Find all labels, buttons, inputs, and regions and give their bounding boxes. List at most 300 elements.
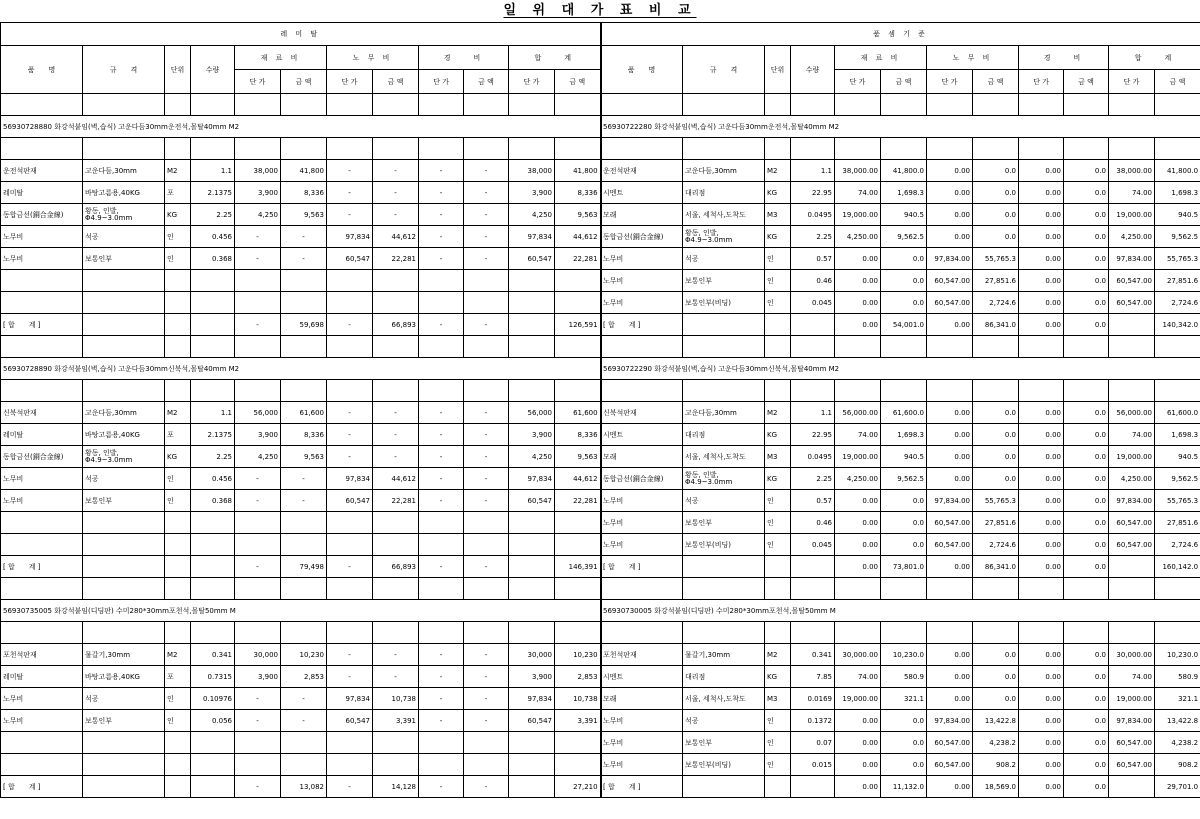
unit-cell (165, 270, 191, 292)
labor-unit-price: 0.00 (927, 182, 973, 204)
labor-unit-price: 97,834.00 (927, 710, 973, 732)
labor-amount: 22,281 (373, 490, 419, 512)
spec-cell (83, 314, 165, 336)
total-unit-price (1109, 336, 1155, 358)
material-amount: 59,698 (281, 314, 327, 336)
material-amount: 73,801.0 (881, 556, 927, 578)
labor-amount: 0.0 (973, 688, 1019, 710)
unit-cell: M2 (765, 644, 791, 666)
qty-cell: 0.0495 (791, 446, 835, 468)
total-amount: 29,701.0 (1155, 776, 1200, 798)
empty-cell (83, 380, 165, 402)
material-unit-price (235, 336, 281, 358)
total-unit-price (1109, 556, 1155, 578)
material-unit-price: 74.00 (835, 182, 881, 204)
table-row (1, 292, 601, 314)
blank-row (1, 622, 601, 644)
expense-unit-price (419, 270, 464, 292)
empty-cell (373, 94, 419, 116)
material-unit-price (235, 754, 281, 776)
item-cell: 운전석판재 (601, 160, 683, 182)
item-cell (601, 578, 683, 600)
material-amount: 1,698.3 (881, 424, 927, 446)
item-cell: 노무비 (1, 710, 83, 732)
empty-cell (1064, 380, 1109, 402)
total-unit-price (509, 534, 555, 556)
material-amount: - (281, 688, 327, 710)
empty-cell (881, 138, 927, 160)
qty-cell: 22.95 (791, 182, 835, 204)
material-unit-price: 38,000 (235, 160, 281, 182)
labor-amount: - (373, 402, 419, 424)
unit-cell: KG (165, 446, 191, 468)
total-amount: 4,238.2 (1155, 732, 1200, 754)
material-unit-price: 19,000.00 (835, 446, 881, 468)
item-cell: 시멘트 (601, 182, 683, 204)
group-header: 재 료 비 (835, 46, 927, 70)
material-unit-price: 0.00 (835, 776, 881, 798)
item-cell: 노무비 (601, 710, 683, 732)
empty-cell (509, 380, 555, 402)
table-row (601, 336, 1200, 358)
empty-cell (791, 622, 835, 644)
panel-right (600, 22, 1200, 818)
labor-unit-price: 0.00 (927, 644, 973, 666)
material-unit-price (235, 270, 281, 292)
expense-unit-price: - (419, 776, 464, 798)
qty-cell (191, 512, 235, 534)
total-amount: 10,230.0 (1155, 644, 1200, 666)
expense-unit-price: 0.00 (1019, 314, 1064, 336)
unit-cell: 인 (165, 710, 191, 732)
total-unit-price: 4,250.00 (1109, 226, 1155, 248)
unit-price-header: 단 가 (1109, 70, 1155, 94)
group-header: 경 비 (419, 46, 509, 70)
empty-cell (165, 138, 191, 160)
empty-cell (281, 138, 327, 160)
table-row (601, 534, 1200, 556)
spec-cell (683, 776, 765, 798)
empty-cell (1019, 380, 1064, 402)
unit-cell (165, 578, 191, 600)
table-row (1, 402, 601, 424)
expense-unit-price: - (419, 424, 464, 446)
material-unit-price: - (235, 710, 281, 732)
spec-cell: 보통인부 (83, 490, 165, 512)
labor-unit-price: 60,547.00 (927, 754, 973, 776)
expense-amount: 0.0 (1064, 644, 1109, 666)
qty-cell: 0.456 (191, 226, 235, 248)
total-unit-price: 74.00 (1109, 424, 1155, 446)
unit-price-header: 단 가 (327, 70, 373, 94)
empty-cell (1, 380, 83, 402)
total-unit-price: 97,834.00 (1109, 248, 1155, 270)
empty-cell (464, 94, 509, 116)
spec-cell: 석공 (83, 226, 165, 248)
labor-amount: - (373, 160, 419, 182)
material-amount: - (281, 226, 327, 248)
unit-cell: 인 (765, 248, 791, 270)
item-cell: [ 합 계 ] (1, 776, 83, 798)
unit-cell: 인 (765, 710, 791, 732)
qty-cell: 0.07 (791, 732, 835, 754)
expense-amount (464, 534, 509, 556)
qty-cell: 0.341 (791, 644, 835, 666)
total-unit-price (509, 336, 555, 358)
item-cell: 노무비 (1, 490, 83, 512)
labor-amount (373, 578, 419, 600)
qty-cell: 0.46 (791, 270, 835, 292)
material-unit-price: 3,900 (235, 666, 281, 688)
spec-cell: 고운다듬,30mm (683, 160, 765, 182)
total-unit-price: 30,000.00 (1109, 644, 1155, 666)
empty-cell (419, 622, 464, 644)
blank-row (601, 380, 1200, 402)
material-amount: 940.5 (881, 446, 927, 468)
labor-amount: 13,422.8 (973, 710, 1019, 732)
unit-cell: 인 (765, 754, 791, 776)
item-cell: 노무비 (601, 248, 683, 270)
empty-cell (835, 622, 881, 644)
material-amount: - (281, 710, 327, 732)
total-unit-price (509, 578, 555, 600)
material-unit-price: - (235, 688, 281, 710)
labor-amount: 27,851.6 (973, 270, 1019, 292)
material-unit-price: 3,900 (235, 424, 281, 446)
expense-unit-price: - (419, 666, 464, 688)
labor-unit-price (927, 578, 973, 600)
material-amount (281, 578, 327, 600)
item-cell: 노무비 (601, 292, 683, 314)
section-code: 56930728890 화강석붙임(벽,습식) 고운다듬30mm신북석,몰탈40mm M2 (1, 358, 601, 380)
spec-cell: 보통인부 (83, 710, 165, 732)
labor-unit-price: - (327, 446, 373, 468)
section-code: 56930730005 화강석붙임(디딤판) 수미280*30mm포천석,몰탈50mm M (601, 600, 1200, 622)
empty-cell (765, 622, 791, 644)
expense-unit-price: 0.00 (1019, 270, 1064, 292)
spec-cell: 서울, 세척사,도착도 (683, 446, 765, 468)
unit-cell (165, 336, 191, 358)
spec-cell: 황동, 인발, Φ4.9~3.0mm (683, 468, 765, 490)
material-amount (281, 292, 327, 314)
expense-unit-price: - (419, 644, 464, 666)
item-cell: 운전석판재 (1, 160, 83, 182)
qty-cell: 0.0495 (791, 204, 835, 226)
item-cell: 노무비 (601, 754, 683, 776)
blank-row (1, 138, 601, 160)
total-unit-price: 60,547.00 (1109, 534, 1155, 556)
total-amount: 10,738 (555, 688, 601, 710)
material-unit-price: 74.00 (835, 666, 881, 688)
unit-cell: 인 (765, 490, 791, 512)
material-amount: 0.0 (881, 512, 927, 534)
labor-amount: 18,569.0 (973, 776, 1019, 798)
item-cell (1, 512, 83, 534)
item-cell: [ 합 계 ] (601, 776, 683, 798)
total-unit-price: 97,834 (509, 688, 555, 710)
labor-amount: 0.0 (973, 446, 1019, 468)
spec-cell: 대리점 (683, 182, 765, 204)
material-amount (281, 754, 327, 776)
expense-unit-price: - (419, 688, 464, 710)
material-amount: 8,336 (281, 424, 327, 446)
spec-cell: 고운다듬,30mm (683, 402, 765, 424)
unit-cell: 인 (165, 688, 191, 710)
material-unit-price (235, 578, 281, 600)
empty-cell (1109, 138, 1155, 160)
amount-header: 금 액 (973, 70, 1019, 94)
material-amount (281, 732, 327, 754)
total-unit-price (509, 314, 555, 336)
table-row (1, 182, 601, 204)
empty-cell (973, 380, 1019, 402)
labor-unit-price: 97,834 (327, 226, 373, 248)
qty-cell (791, 314, 835, 336)
labor-amount: 44,612 (373, 226, 419, 248)
table-row (1, 248, 601, 270)
labor-amount: 55,765.3 (973, 490, 1019, 512)
spec-cell: 석공 (683, 710, 765, 732)
expense-amount: 0.0 (1064, 292, 1109, 314)
qty-cell: 0.46 (791, 512, 835, 534)
table-row (601, 204, 1200, 226)
labor-unit-price (327, 292, 373, 314)
empty-cell (683, 622, 765, 644)
labor-unit-price: 97,834 (327, 468, 373, 490)
qty-cell: 1.1 (191, 402, 235, 424)
item-cell: [ 합 계 ] (1, 556, 83, 578)
total-unit-price: 60,547 (509, 248, 555, 270)
item-cell: 동합금선(銅合金線) (1, 204, 83, 226)
item-cell: 레미탈 (1, 666, 83, 688)
material-unit-price: 56,000.00 (835, 402, 881, 424)
expense-unit-price: - (419, 204, 464, 226)
labor-amount: 0.0 (973, 424, 1019, 446)
empty-cell (464, 622, 509, 644)
unit-cell: M2 (765, 160, 791, 182)
expense-unit-price: 0.00 (1019, 666, 1064, 688)
total-row (1, 556, 601, 578)
unit-cell (165, 732, 191, 754)
unit-cell: 인 (165, 248, 191, 270)
total-amount: 61,600 (555, 402, 601, 424)
material-unit-price (235, 512, 281, 534)
spec-cell: 석공 (83, 688, 165, 710)
qty-cell: 0.341 (191, 644, 235, 666)
section-header-row (601, 358, 1200, 380)
qty-cell: 2.25 (791, 226, 835, 248)
total-amount: 940.5 (1155, 446, 1200, 468)
qty-cell: 0.015 (791, 754, 835, 776)
labor-unit-price: - (327, 644, 373, 666)
empty-cell (791, 94, 835, 116)
labor-amount (973, 578, 1019, 600)
expense-amount: - (464, 182, 509, 204)
labor-unit-price: - (327, 314, 373, 336)
material-amount (281, 336, 327, 358)
expense-unit-price (419, 512, 464, 534)
spec-cell (83, 534, 165, 556)
table-row (601, 578, 1200, 600)
item-cell: 시멘트 (601, 424, 683, 446)
qty-cell (191, 270, 235, 292)
empty-cell (881, 380, 927, 402)
material-unit-price: 0.00 (835, 248, 881, 270)
expense-unit-price (419, 578, 464, 600)
empty-cell (165, 380, 191, 402)
expense-amount: - (464, 226, 509, 248)
spec-cell: 보통인부 (683, 512, 765, 534)
item-cell: 신북석판재 (601, 402, 683, 424)
material-amount: 0.0 (881, 270, 927, 292)
empty-cell (327, 94, 373, 116)
labor-amount: 0.0 (973, 468, 1019, 490)
blank-row (601, 138, 1200, 160)
unit-cell: KG (765, 468, 791, 490)
qty-cell (791, 578, 835, 600)
empty-cell (373, 622, 419, 644)
spec-cell (83, 336, 165, 358)
labor-amount: 2,724.6 (973, 292, 1019, 314)
empty-cell (165, 94, 191, 116)
item-cell: 노무비 (1, 468, 83, 490)
empty-cell (555, 138, 601, 160)
amount-header: 금 액 (1064, 70, 1109, 94)
expense-amount (464, 270, 509, 292)
panel-left (0, 22, 600, 818)
qty-cell: 0.456 (191, 468, 235, 490)
material-unit-price: 4,250 (235, 446, 281, 468)
item-cell: 노무비 (601, 534, 683, 556)
labor-amount: 0.0 (973, 182, 1019, 204)
material-amount (281, 534, 327, 556)
qty-cell: 0.7315 (191, 666, 235, 688)
qty-cell: 1.1 (791, 402, 835, 424)
table-row (601, 490, 1200, 512)
empty-cell (765, 138, 791, 160)
material-amount: 0.0 (881, 732, 927, 754)
material-unit-price: 0.00 (835, 490, 881, 512)
material-amount: - (281, 490, 327, 512)
expense-unit-price (1019, 336, 1064, 358)
material-unit-price (235, 732, 281, 754)
empty-cell (1, 138, 83, 160)
material-amount: 0.0 (881, 490, 927, 512)
unit-cell (765, 578, 791, 600)
material-amount: 61,600.0 (881, 402, 927, 424)
material-unit-price: 4,250.00 (835, 226, 881, 248)
total-amount: 22,281 (555, 248, 601, 270)
expense-unit-price (419, 292, 464, 314)
empty-cell (601, 380, 683, 402)
table-row (601, 666, 1200, 688)
material-unit-price: 4,250 (235, 204, 281, 226)
section-header-row (1, 116, 601, 138)
qty-cell (191, 578, 235, 600)
empty-cell (373, 138, 419, 160)
section-header-row (601, 600, 1200, 622)
labor-unit-price: - (327, 776, 373, 798)
total-unit-price (509, 270, 555, 292)
labor-unit-price: 0.00 (927, 776, 973, 798)
panel-heading: 품 셈 기 준 (601, 23, 1200, 46)
table-row (1, 160, 601, 182)
labor-unit-price: 60,547.00 (927, 534, 973, 556)
total-amount: 3,391 (555, 710, 601, 732)
material-amount: 79,498 (281, 556, 327, 578)
table-row (1, 336, 601, 358)
table-row (601, 248, 1200, 270)
total-amount: 140,342.0 (1155, 314, 1200, 336)
total-row (601, 556, 1200, 578)
spec-cell (683, 578, 765, 600)
expense-amount: - (464, 666, 509, 688)
expense-unit-price (1019, 578, 1064, 600)
item-cell: 노무비 (601, 512, 683, 534)
labor-amount: 0.0 (973, 226, 1019, 248)
table-row (601, 424, 1200, 446)
labor-unit-price: 0.00 (927, 204, 973, 226)
empty-cell (683, 380, 765, 402)
spec-cell (83, 292, 165, 314)
item-cell (1, 754, 83, 776)
total-unit-price (1109, 578, 1155, 600)
total-amount: 580.9 (1155, 666, 1200, 688)
expense-unit-price: 0.00 (1019, 204, 1064, 226)
expense-unit-price (419, 754, 464, 776)
material-amount (281, 270, 327, 292)
qty-cell: 0.368 (191, 490, 235, 512)
expense-unit-price: 0.00 (1019, 468, 1064, 490)
material-unit-price: 4,250.00 (835, 468, 881, 490)
material-unit-price: - (235, 776, 281, 798)
total-unit-price: 60,547 (509, 710, 555, 732)
expense-unit-price: 0.00 (1019, 446, 1064, 468)
expense-amount (464, 732, 509, 754)
qty-cell (191, 754, 235, 776)
total-unit-price: 4,250.00 (1109, 468, 1155, 490)
table-row (1, 534, 601, 556)
total-amount (555, 732, 601, 754)
estimate-table-left (0, 22, 602, 798)
table-row (1, 666, 601, 688)
section-header-row (601, 116, 1200, 138)
empty-cell (83, 94, 165, 116)
qty-cell: 0.0169 (791, 688, 835, 710)
unit-header: 단위 (165, 46, 191, 94)
table-row (1, 578, 601, 600)
table-row (601, 754, 1200, 776)
empty-cell (765, 94, 791, 116)
labor-unit-price (327, 754, 373, 776)
empty-cell (1064, 622, 1109, 644)
total-unit-price: 97,834 (509, 468, 555, 490)
labor-amount: 2,724.6 (973, 534, 1019, 556)
material-amount (881, 336, 927, 358)
expense-amount: 0.0 (1064, 512, 1109, 534)
item-cell: 노무비 (601, 490, 683, 512)
qty-cell (791, 776, 835, 798)
labor-unit-price: - (327, 424, 373, 446)
empty-cell (235, 138, 281, 160)
empty-cell (235, 94, 281, 116)
expense-amount: - (464, 204, 509, 226)
table-row (1, 226, 601, 248)
item-cell (1, 292, 83, 314)
expense-unit-price: 0.00 (1019, 776, 1064, 798)
total-unit-price: 19,000.00 (1109, 446, 1155, 468)
table-row (1, 688, 601, 710)
